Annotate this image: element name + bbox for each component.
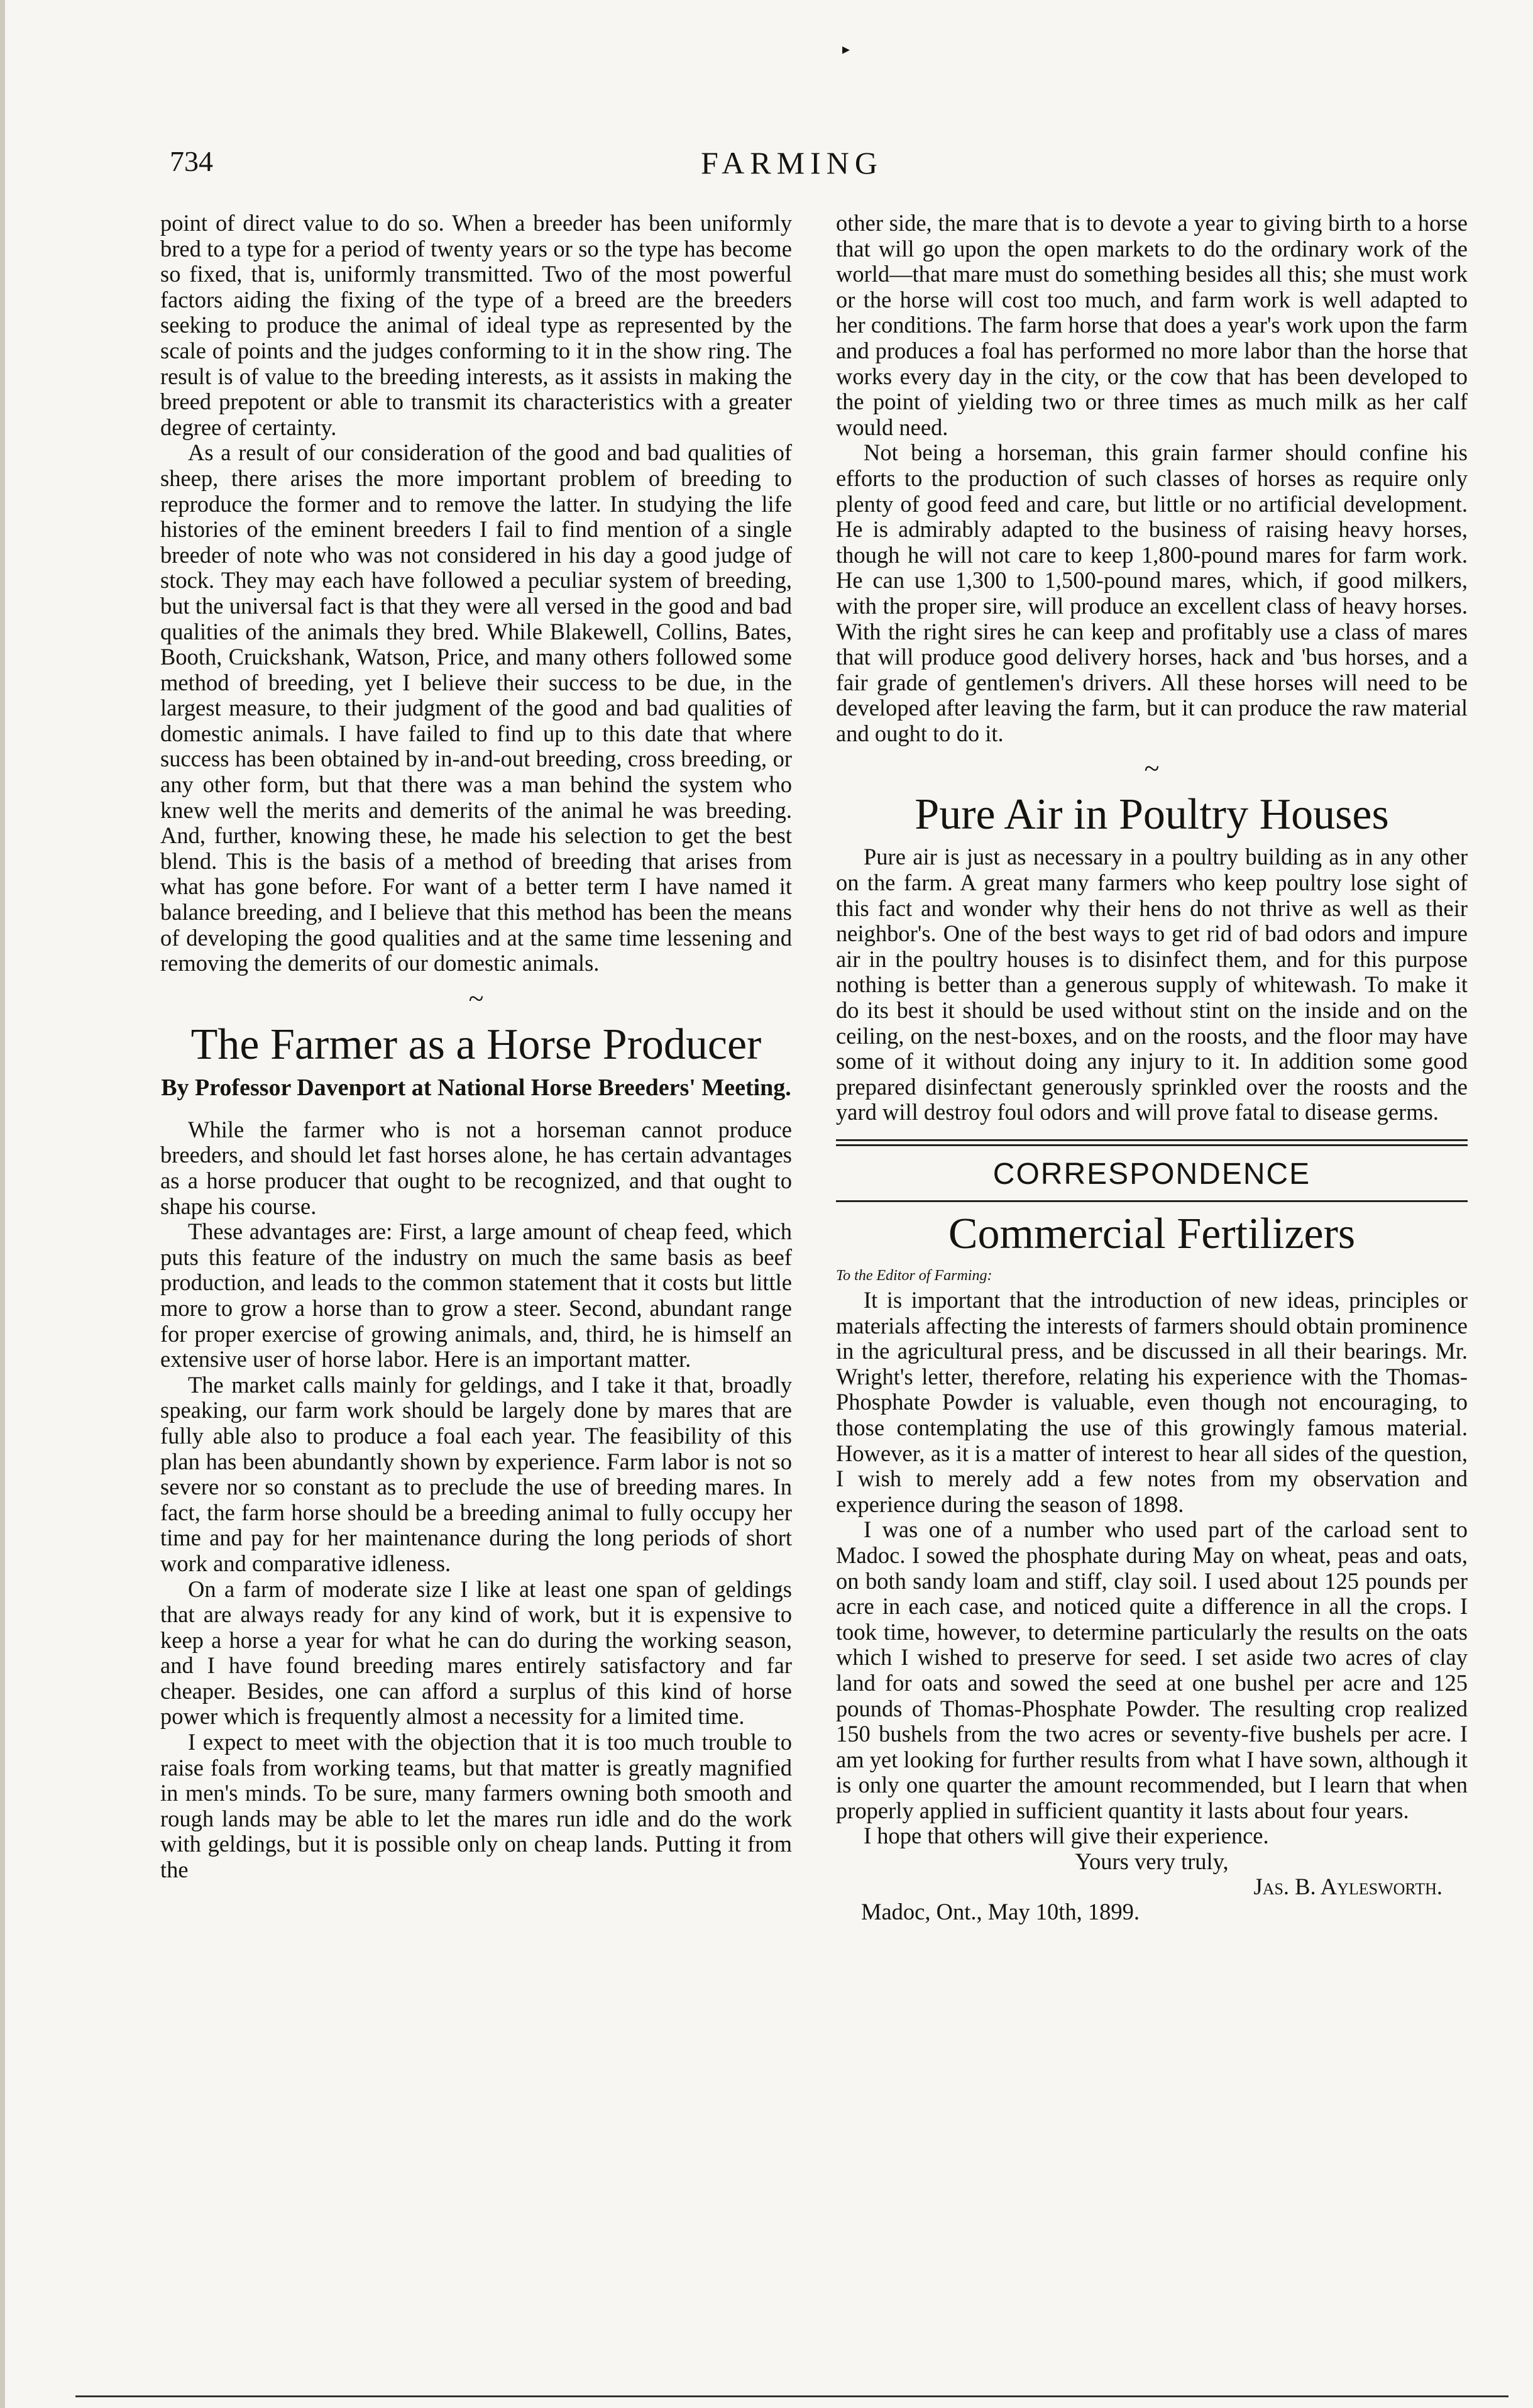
paragraph: I was one of a number who used part of the carload sent to Madoc. I sowed the phosphate during May on wheat, peas and oats, on both sandy loam and stiff, clay soil. I used about 125 pounds per acre in each case, and noticed quite a difference in all the crops. I took time, however, to determine particularly the results on the oats which I wished to preserve for seed. I set aside two acres of clay land for oats and sowed the seed at one bushel per acre and 125 pounds of Thomas-Phosphate Powder. The resulting crop realized 150 bushels from the two acres or seventy-five bushels per acre. I am yet looking for further results from what I have sown, although it is only one quarter the amount recommended, but I learn that when properly applied in sufficient quantity it lasts about four years. <box>836 1516 1468 1823</box>
print-mark: ▸ <box>842 41 850 58</box>
section-label: CORRESPONDENCE <box>992 1157 1311 1191</box>
page-edge <box>0 0 5 2408</box>
running-head: FARMING <box>701 145 883 180</box>
section-divider <box>836 1200 1468 1202</box>
page-header <box>0 145 1533 189</box>
bottom-rule <box>75 2395 1508 2397</box>
right-column <box>836 211 1468 1925</box>
continued-paragraph: other side, the mare that is to devote a year to giving birth to a horse that will go upon the open markets to do the ordinary work of the world—that mare must do something besides all this; she must work or the horse will cost too much, and farm work is well adapted to her conditions. The farm horse that does a year's work upon the farm and produces a foal has performed no more labor than the horse that works every day in the city, or the cow that has been developed to the point of yielding two or three times as much milk as her calf would need. <box>836 210 1468 440</box>
ornament-icon: ~ <box>1144 753 1160 785</box>
salutation: To the Editor of Farming: <box>836 1268 992 1284</box>
left-column <box>160 211 792 1883</box>
article-title: The Farmer as a Horse Producer <box>190 1020 762 1069</box>
section-divider <box>836 1139 1468 1146</box>
correspondence-title: Commercial Fertilizers <box>948 1210 1356 1258</box>
paragraph: On a farm of moderate size I like at least one span of geldings that are always ready for any kind of work, but it is expensive to keep a horse a year for what he can do during the working season, and I have found breeding mares entirely satisfactory and far cheaper. Besides, one can afford a surplus of this kind of horse power which is frequently almost a necessity for a limited time. <box>160 1576 792 1730</box>
poultry-title: Pure Air in Poultry Houses <box>915 790 1389 839</box>
paragraph: Pure air is just as necessary in a poultry building as in any other on the farm. A great many farmers who keep poultry lose sight of this fact and wonder why their hens do not thrive as well as their neighbor's. One of the best ways to get rid of bad odors and impure air in the poultry houses is to disinfect them, and for this purpose nothing is better than a generous supply of whitewash. To make it do its best it should be used without stint on the inside and on the ceiling, on the nest-boxes, and on the roosts, and the floor may have some of it without doing any injury to it. In addition some good prepared disinfectant generously sprinkled over the roosts and the yard will destroy foul odors and will prove fatal to disease germs. <box>836 844 1468 1125</box>
article-byline: By Professor Davenport at National Horse Breeders' Meeting. <box>161 1074 791 1101</box>
page-number: 734 <box>170 145 213 177</box>
letter-closing: Yours very truly, <box>1075 1848 1229 1875</box>
paragraph: These advantages are: First, a large amount of cheap feed, which puts this feature of the industry on much the same basis as beef production, and leads to the common statement that it costs but little more to grow a horse than to grow a steer. Second, abundant range for proper exercise of growing animals, and, third, he is himself an extensive user of horse labor. Here is an important matter. <box>160 1218 792 1372</box>
paragraph: I hope that others will give their experience. <box>864 1823 1269 1849</box>
paragraph: It is important that the introduction of new ideas, principles or materials affecting the interests of farmers should obtain prominence in the agricultural press, and be discussed in all their bearings. Mr. Wright's letter, therefore, relating his experience with the Thomas-Phosphate Powder is valuable, even though not encouraging, to those contemplating the use of this growingly famous material. However, as it is a matter of interest to hear all sides of the question, I wish to merely add a few notes from my observation and experience during the season of 1898. <box>836 1287 1468 1517</box>
paragraph: As a result of our consideration of the good and bad qualities of sheep, there arises the more important problem of breeding to reproduce the former and to remove the latter. In studying the life histories of the eminent breeders I fail to find mention of a single breeder of note who was not considered in his day a good judge of stock. They may each have followed a peculiar system of breeding, but the universal fact is that they were all versed in the good and bad qualities of the animals they bred. While Blakewell, Collins, Bates, Booth, Cruickshank, Watson, Price, and many others followed some method of breeding, yet I believe their success to be due, in the largest measure, to their judgment of the good and bad qualities of domestic animals. I have failed to find up to this date that where success has been obtained by in-and-out breeding, cross breeding, or any other form, but that there was a man behind the system who knew well the merits and demerits of the animal he was breeding. And, further, knowing these, he made his selection to get the best blend. This is the basis of a method of breeding that arises from what has gone before. For want of a better term I have named it balance breeding, and I believe that this method has been the means of developing the good qualities and at the same time lessening and removing the demerits of our domestic animals. <box>160 439 792 976</box>
paragraph: While the farmer who is not a horseman cannot produce breeders, and should let fast horses alone, he has certain advantages as a horse producer that ought to be recognized, and that ought to shape his course. <box>160 1116 792 1219</box>
continued-paragraph: point of direct value to do so. When a breeder has been uniformly bred to a type for a period of twenty years or so the type has become so fixed, that is, uniformly transmitted. Two of the most powerful factors aiding the fixing of the type of a breed are the breeders seeking to produce the animal of ideal type as represented by the scale of points and the judges conforming to it in the show ring. The result is of value to the breeding interests, as it assists in making the breed prepotent or able to transmit its characteristics with a greater degree of certainty. <box>160 210 792 440</box>
paragraph: The market calls mainly for geldings, and I take it that, broadly speaking, our farm work should be largely done by mares that are fully able also to produce a foal each year. The feasibility of this plan has been abundantly shown by experience. Farm labor is not so severe nor so constant as to preclude the use of breeding mares. In fact, the farm horse should be a breeding animal to fully occupy her time and pay for her maintenance during the long periods of short work and comparative idleness. <box>160 1371 792 1576</box>
letter-dateline: Madoc, Ont., May 10th, 1899. <box>861 1899 1140 1925</box>
ornament-icon: ~ <box>468 983 484 1014</box>
letter-signature: Jas. B. Aylesworth. <box>1253 1874 1442 1900</box>
paragraph: I expect to meet with the objection that it is too much trouble to raise foals from working teams, but that matter is greatly magnified in men's minds. To be sure, many farmers owning both smooth and rough lands may be able to let the mares run idle and do the work with geldings, but it is possible only on cheap lands. Putting it from the <box>160 1729 792 1883</box>
paragraph: Not being a horseman, this grain farmer should confine his efforts to the production of such classes of horses as require only plenty of good feed and care, but little or no artificial development. He is admirably adapted to the business of raising heavy horses, though he will not care to keep 1,800-pound mares for farm work. He can use 1,300 to 1,500-pound mares, which, if good milkers, with the proper sire, will produce an excellent class of heavy horses. With the right sires he can keep and profitably use a class of mares that will produce good delivery horses, hack and 'bus horses, and a fair grade of gentlemen's drivers. All these horses will need to be developed after leaving the farm, but it can produce the raw material and ought to do it. <box>836 439 1468 746</box>
